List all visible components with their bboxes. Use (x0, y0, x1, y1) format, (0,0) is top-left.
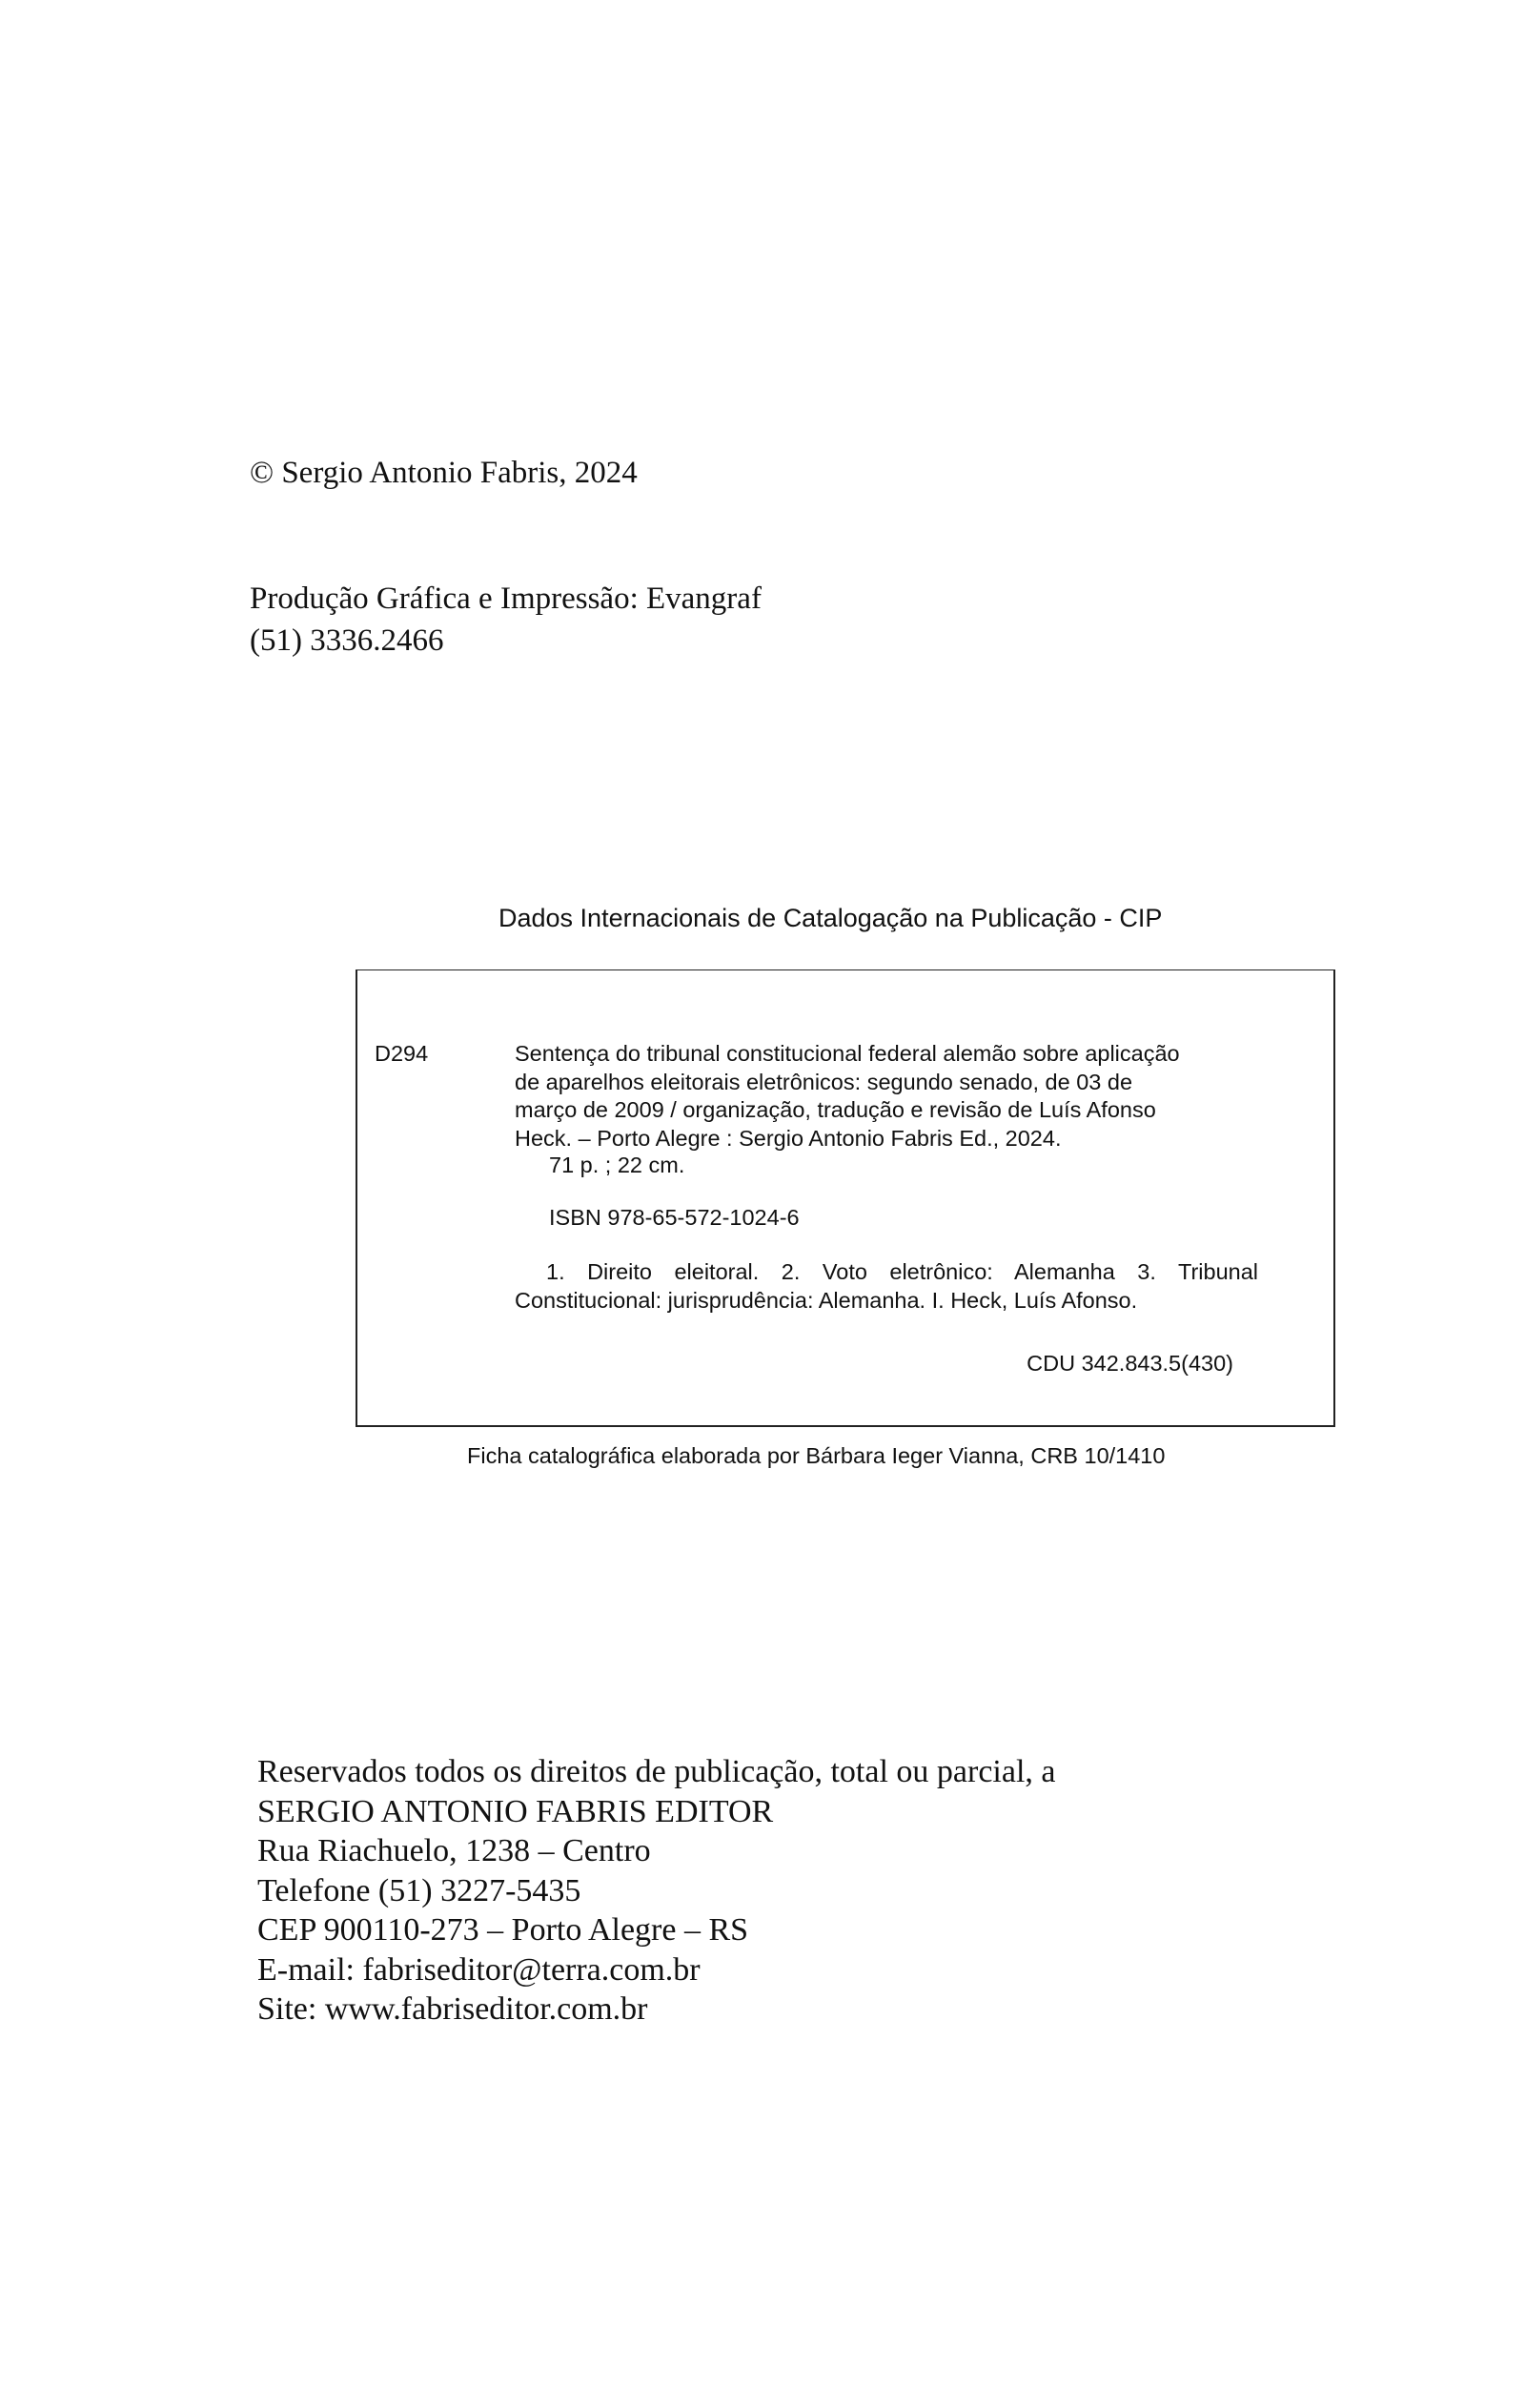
cip-title: Dados Internacionais de Catalogação na Publicação - CIP (498, 904, 1163, 932)
cip-description (515, 1040, 1258, 1153)
subject-line: 1. Direito eleitoral. 2. Voto eletrônico: Alemanha 3. Tribunal (546, 1259, 1258, 1284)
rights-notice (257, 1752, 1055, 2030)
publisher-email: E-mail: fabriseditor@terra.com.br (257, 1951, 701, 1988)
production-line: Produção Gráfica e Impressão: Evangraf (250, 582, 762, 616)
description-line: de aparelhos eleitorais eletrônicos: segundo senado, de 03 de (515, 1069, 1133, 1094)
description-line: Sentença do tribunal constitucional federal alemão sobre aplicação (515, 1041, 1180, 1066)
publisher-site: Site: www.fabriseditor.com.br (257, 1991, 648, 2027)
call-number: D294 (375, 1041, 429, 1066)
publisher-phone: Telefone (51) 3227-5435 (257, 1872, 581, 1908)
production-phone: (51) 3336.2466 (250, 623, 444, 658)
cip-record-box (356, 969, 1335, 1427)
cataloger-credit: Ficha catalográfica elaborada por Bárbara Ieger Vianna, CRB 10/1410 (467, 1443, 1166, 1468)
rights-line: Reservados todos os direitos de publicação, total ou parcial, a (257, 1754, 1056, 1789)
subject-headings (515, 1258, 1258, 1315)
production-credits (250, 578, 762, 662)
subject-line: Constitucional: jurisprudência: Alemanha. I. Heck, Luís Afonso. (515, 1287, 1138, 1313)
publisher-name: SERGIO ANTONIO FABRIS EDITOR (257, 1793, 774, 1829)
copyright-notice: © Sergio Antonio Fabris, 2024 (250, 456, 638, 490)
cdu-classification: CDU 342.843.5(430) (1027, 1351, 1233, 1376)
description-line: março de 2009 / organização, tradução e revisão de Luís Afonso (515, 1097, 1156, 1122)
publisher-postal: CEP 900110-273 – Porto Alegre – RS (257, 1912, 749, 1948)
publisher-address: Rua Riachuelo, 1238 – Centro (257, 1833, 651, 1868)
description-line: Heck. – Porto Alegre : Sergio Antonio Fabris Ed., 2024. (515, 1125, 1062, 1151)
isbn: ISBN 978-65-572-1024-6 (549, 1205, 800, 1230)
physical-description: 71 p. ; 22 cm. (549, 1153, 685, 1177)
